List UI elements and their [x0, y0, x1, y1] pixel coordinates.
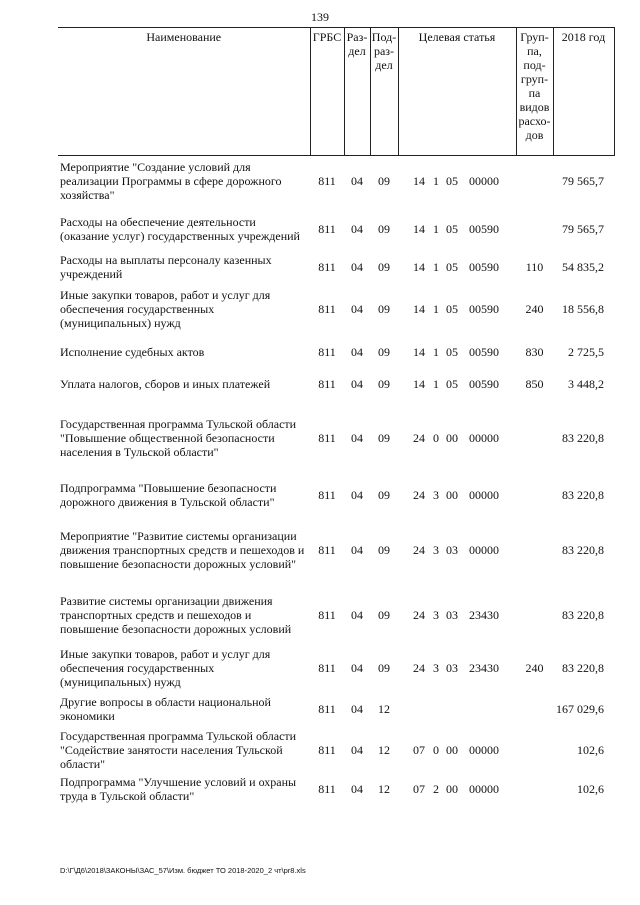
table-row [58, 282, 614, 337]
table-row [58, 515, 614, 585]
header-year-2018: 2018 год [553, 28, 614, 156]
target-direction: 00000 [469, 742, 499, 757]
target-subprogram: 3 [433, 487, 439, 502]
row-name: Подпрограмма "Улучшение условий и охраны труда в Тульской области" [60, 774, 297, 803]
header-podrazdel: Под-раз-дел [370, 28, 398, 156]
row-name: Развитие системы организации движения транспортных средств и пешеходов и повышение безопасности дорожных условий [60, 593, 292, 636]
row-expense-group [516, 206, 553, 252]
target-direction: 00590 [469, 302, 499, 316]
target-program: 24 [413, 660, 425, 675]
row-amount: 3 448,2 [568, 376, 604, 391]
row-name: Мероприятие "Создание условий для реализации Программы в сфере дорожного хозяйства" [60, 159, 282, 202]
row-amount: 102,6 [577, 781, 604, 796]
budget-sheet [58, 27, 614, 805]
row-name: Расходы на выплаты персоналу казенных учреждений [60, 252, 272, 281]
target-event: 05 [446, 302, 458, 316]
row-razdel: 04 [351, 487, 363, 502]
row-target-article [398, 691, 516, 727]
row-podrazdel: 12 [378, 781, 390, 796]
row-razdel: 04 [351, 376, 363, 391]
row-name: Мероприятие "Развитие системы организации движения транспортных средств и пешеходов и повышение безопасности дорожных условий" [60, 528, 305, 571]
target-program: 14 [413, 302, 425, 316]
target-direction: 00000 [469, 542, 499, 557]
row-target-article [398, 585, 516, 645]
row-grbs: 811 [318, 542, 336, 557]
target-subprogram: 3 [433, 660, 439, 675]
target-direction: 00000 [469, 173, 499, 188]
row-target-article [398, 645, 516, 691]
row-amount: 83 220,8 [562, 607, 604, 622]
target-event: 03 [446, 542, 458, 557]
row-amount: 102,6 [577, 742, 604, 757]
page-number: 139 [311, 10, 329, 24]
row-name: Уплата налогов, сборов и иных платежей [60, 376, 271, 391]
row-podrazdel: 09 [378, 376, 390, 391]
row-amount: 83 220,8 [562, 542, 604, 557]
target-event: 05 [446, 173, 458, 188]
row-name: Расходы на обеспечение деятельности (оказание услуг) государственных учреждений [60, 214, 300, 243]
row-podrazdel: 09 [378, 660, 390, 675]
target-subprogram: 0 [433, 742, 439, 757]
row-podrazdel: 09 [378, 221, 390, 236]
target-program: 14 [413, 221, 425, 236]
row-expense-group: 110 [525, 259, 544, 274]
row-name: Другие вопросы в области национальной экономики [60, 694, 271, 723]
target-event: 05 [446, 259, 458, 274]
row-grbs: 811 [318, 344, 336, 359]
row-razdel: 04 [351, 701, 363, 716]
row-grbs: 811 [318, 607, 336, 622]
target-direction: 23430 [469, 660, 499, 675]
header-row [58, 28, 614, 156]
row-expense-group: 240 [525, 660, 544, 675]
row-amount: 18 556,8 [562, 302, 604, 316]
row-target-article [398, 367, 516, 401]
row-target-article [398, 773, 516, 805]
table-row [58, 206, 614, 252]
target-direction: 00000 [469, 781, 499, 796]
target-event: 05 [446, 344, 458, 359]
target-direction: 23430 [469, 607, 499, 622]
target-program: 24 [413, 607, 425, 622]
target-direction: 00590 [469, 376, 499, 391]
row-target-article [398, 475, 516, 515]
row-grbs: 811 [318, 302, 336, 316]
target-subprogram: 1 [433, 302, 439, 316]
row-expense-group: 850 [525, 376, 544, 391]
row-name: Исполнение судебных актов [60, 344, 205, 359]
target-program: 14 [413, 173, 425, 188]
row-target-article [398, 252, 516, 282]
row-amount: 79 565,7 [562, 221, 604, 236]
row-amount: 83 220,8 [562, 430, 604, 445]
row-razdel: 04 [351, 259, 363, 274]
target-event: 05 [446, 221, 458, 236]
row-podrazdel: 12 [378, 742, 390, 757]
row-grbs: 811 [318, 430, 336, 445]
row-expense-group [516, 773, 553, 805]
row-razdel: 04 [351, 173, 363, 188]
row-expense-group: 830 [525, 344, 544, 359]
row-target-article [398, 282, 516, 337]
table-row [58, 585, 614, 645]
row-grbs: 811 [318, 376, 336, 391]
table-row [58, 691, 614, 727]
row-podrazdel: 09 [378, 344, 390, 359]
target-subprogram: 1 [433, 344, 439, 359]
target-direction: 00590 [469, 344, 499, 359]
table-row [58, 401, 614, 475]
target-event: 03 [446, 607, 458, 622]
table-row [58, 367, 614, 401]
row-target-article [398, 206, 516, 252]
row-podrazdel: 09 [378, 259, 390, 274]
row-target-article [398, 515, 516, 585]
row-podrazdel: 09 [378, 542, 390, 557]
row-razdel: 04 [351, 660, 363, 675]
row-expense-group [516, 401, 553, 475]
row-amount: 167 029,6 [556, 701, 604, 716]
row-name: Иные закупки товаров, работ и услуг для обеспечения государственных (муниципальных) нужд [60, 646, 271, 689]
row-amount: 79 565,7 [562, 173, 604, 188]
row-razdel: 04 [351, 542, 363, 557]
row-razdel: 04 [351, 221, 363, 236]
row-grbs: 811 [318, 742, 336, 757]
row-name: Иные закупки товаров, работ и услуг для обеспечения государственных (муниципальных) нужд [60, 288, 271, 330]
target-program: 24 [413, 487, 425, 502]
row-razdel: 04 [351, 302, 363, 316]
row-amount: 2 725,5 [568, 344, 604, 359]
budget-table [58, 27, 615, 805]
row-grbs: 811 [318, 701, 336, 716]
row-expense-group: 240 [525, 302, 544, 316]
row-target-article [398, 337, 516, 367]
target-event: 00 [446, 430, 458, 445]
target-direction: 00000 [469, 487, 499, 502]
row-amount: 54 835,2 [562, 259, 604, 274]
row-podrazdel: 09 [378, 302, 390, 316]
row-razdel: 04 [351, 781, 363, 796]
target-subprogram: 2 [433, 781, 439, 796]
target-program: 24 [413, 430, 425, 445]
row-podrazdel: 09 [378, 607, 390, 622]
header-expense-group: Груп-па, под-груп-па видов расхо-дов [516, 28, 553, 156]
row-podrazdel: 09 [378, 487, 390, 502]
row-expense-group [516, 585, 553, 645]
row-expense-group [516, 727, 553, 773]
target-program: 07 [413, 781, 425, 796]
target-subprogram: 1 [433, 221, 439, 236]
row-name: Подпрограмма "Повышение безопасности дорожного движения в Тульской области" [60, 480, 277, 509]
header-target-article: Целевая статья [398, 28, 516, 156]
row-grbs: 811 [318, 487, 336, 502]
table-row [58, 727, 614, 773]
table-row [58, 156, 614, 206]
table-row [58, 773, 614, 805]
target-subprogram: 3 [433, 542, 439, 557]
table-row [58, 252, 614, 282]
row-razdel: 04 [351, 344, 363, 359]
row-target-article [398, 727, 516, 773]
target-subprogram: 0 [433, 430, 439, 445]
table-row [58, 475, 614, 515]
row-razdel: 04 [351, 742, 363, 757]
target-program: 14 [413, 259, 425, 274]
row-podrazdel: 09 [378, 430, 390, 445]
row-razdel: 04 [351, 607, 363, 622]
target-program: 14 [413, 344, 425, 359]
row-grbs: 811 [318, 221, 336, 236]
row-grbs: 811 [318, 173, 336, 188]
row-expense-group [516, 156, 553, 206]
target-event: 03 [446, 660, 458, 675]
target-program: 07 [413, 742, 425, 757]
target-direction: 00590 [469, 221, 499, 236]
header-razdel: Раз-дел [344, 28, 370, 156]
table-row [58, 645, 614, 691]
target-event: 00 [446, 781, 458, 796]
row-grbs: 811 [318, 781, 336, 796]
row-target-article [398, 401, 516, 475]
target-direction: 00000 [469, 430, 499, 445]
target-program: 24 [413, 542, 425, 557]
row-amount: 83 220,8 [562, 487, 604, 502]
row-expense-group [516, 475, 553, 515]
target-subprogram: 1 [433, 376, 439, 391]
target-direction: 00590 [469, 259, 499, 274]
row-grbs: 811 [318, 660, 336, 675]
row-target-article [398, 156, 516, 206]
row-podrazdel: 12 [378, 701, 390, 716]
header-name: Наименование [58, 28, 310, 156]
row-amount: 83 220,8 [562, 660, 604, 675]
row-expense-group [516, 515, 553, 585]
row-expense-group [516, 691, 553, 727]
target-subprogram: 1 [433, 259, 439, 274]
row-name: Государственная программа Тульской области "Содействие занятости населения Тульской области" [60, 728, 297, 771]
row-grbs: 811 [318, 259, 336, 274]
row-razdel: 04 [351, 430, 363, 445]
row-name: Государственная программа Тульской области "Повышение общественной безопасности населения в Тульской области" [60, 416, 297, 459]
file-path-footer: D:\Г\Д6\2018\ЗАКОНЫ\ЗАС_57\Изм. бюджет ТО 2018-2020_2 чт\pr8.xls [60, 866, 306, 875]
row-podrazdel: 09 [378, 173, 390, 188]
target-program: 14 [413, 376, 425, 391]
table-row [58, 337, 614, 367]
header-grbs: ГРБС [310, 28, 344, 156]
target-event: 00 [446, 487, 458, 502]
target-event: 00 [446, 742, 458, 757]
target-subprogram: 1 [433, 173, 439, 188]
target-event: 05 [446, 376, 458, 391]
target-subprogram: 3 [433, 607, 439, 622]
